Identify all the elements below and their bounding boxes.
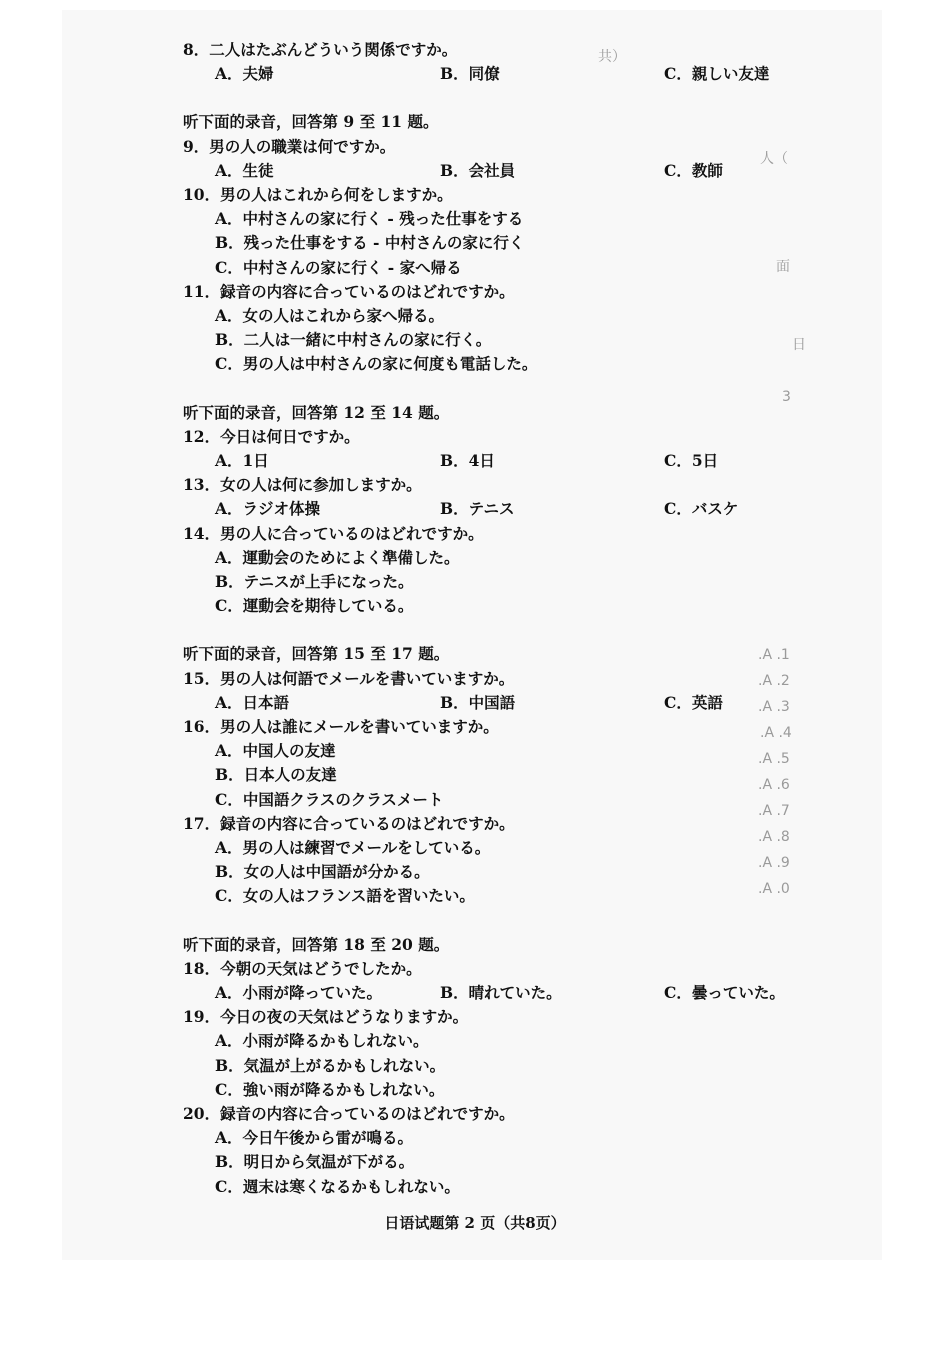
answer-option-b: B．テニス (440, 499, 515, 519)
bleed-through-text: 面 (776, 259, 790, 275)
question-text: 18．今朝の天気はどうでしたか。 (183, 958, 422, 978)
answer-option: C．女の人はフランス語を習いたい。 (215, 886, 475, 906)
answer-option: A．中村さんの家に行く - 残った仕事をする (215, 209, 524, 229)
answer-option: C．週末は寒くなるかもしれない。 (215, 1176, 460, 1196)
answer-option: C．強い雨が降るかもしれない。 (215, 1079, 445, 1099)
answer-option: C．中村さんの家に行く - 家へ帰る (215, 257, 462, 277)
question-text: 8．二人はたぶんどういう関係ですか。 (183, 40, 458, 59)
answer-option-b: B．4日 (440, 451, 495, 470)
answer-option-a: A．夫婦 (215, 64, 274, 84)
answer-option: C．男の人は中村さんの家に何度も電話した。 (215, 354, 538, 374)
section-instruction: 听下面的录音，回答第 18 至 20 题。 (183, 934, 450, 954)
answer-option: C．運動会を期待している。 (215, 596, 414, 616)
answer-option: A．女の人はこれから家へ帰る。 (215, 306, 445, 325)
bleed-through-text: .A .2 (758, 673, 790, 689)
answer-option-a: A．日本語 (215, 692, 290, 712)
question-text: 10．男の人はこれから何をしますか。 (183, 185, 453, 204)
bleed-through-text: 人（ (760, 151, 788, 167)
bleed-through-text: .A .6 (758, 777, 790, 793)
answer-option: A．今日午後から雷が鳴る。 (215, 1128, 414, 1148)
answer-option: B．テニスが上手になった。 (215, 572, 414, 591)
answer-option: B．残った仕事をする - 中村さんの家に行く (215, 233, 525, 253)
answer-option-c: C．バスケ (664, 499, 739, 519)
answer-option-a: A．生徒 (215, 160, 274, 180)
bleed-through-text: .A .8 (758, 829, 790, 845)
question-text: 15．男の人は何語でメールを書いていますか。 (183, 668, 515, 688)
question-text: 17．録音の内容に合っているのはどれですか。 (183, 813, 515, 833)
answer-option-c: C．曇っていた。 (664, 983, 785, 1002)
answer-option: A．男の人は練習でメールをしている。 (215, 838, 491, 857)
bleed-through-text: 3 (782, 389, 791, 405)
section-instruction: 听下面的录音，回答第 15 至 17 题。 (183, 644, 450, 664)
bleed-through-text: .A .0 (758, 881, 790, 897)
answer-option: A．小雨が降るかもしれない。 (215, 1031, 429, 1051)
answer-option-b: B．晴れていた。 (440, 983, 562, 1002)
answer-option: B．気温が上がるかもしれない。 (215, 1055, 446, 1075)
section-instruction: 听下面的录音，回答第 9 至 11 题。 (183, 112, 439, 132)
answer-option: B．二人は一緒に中村さんの家に行く。 (215, 330, 492, 350)
answer-option: B．日本人の友達 (215, 765, 337, 785)
bleed-through-text: .A .3 (758, 699, 790, 715)
answer-option-c: C．親しい友達 (664, 64, 770, 84)
question-text: 11．録音の内容に合っているのはどれですか。 (183, 281, 515, 301)
answer-option: C．中国語クラスのクラスメート (215, 789, 444, 809)
section-instruction: 听下面的录音，回答第 12 至 14 题。 (183, 402, 450, 422)
bleed-through-text: .A .1 (758, 647, 790, 663)
bleed-through-text: .A .5 (758, 751, 790, 767)
answer-option-c: C．英語 (664, 692, 723, 712)
answer-option: A．運動会のためによく準備した。 (215, 547, 460, 567)
question-text: 14．男の人に合っているのはどれですか。 (183, 523, 484, 543)
answer-option-a: A．小雨が降っていた。 (215, 983, 383, 1002)
bleed-through-text: 日 (792, 337, 806, 353)
answer-option-a: A．1日 (215, 451, 269, 470)
bleed-through-text: .A .4 (760, 725, 792, 741)
question-text: 16．男の人は誰にメールを書いていますか。 (183, 717, 499, 736)
answer-option: A．中国人の友達 (215, 741, 336, 761)
bleed-through-text: .A .9 (758, 855, 790, 871)
answer-option-c: C．教師 (664, 160, 723, 180)
bleed-through-text: 共） (598, 49, 626, 65)
question-text: 13．女の人は何に参加しますか。 (183, 475, 422, 495)
question-text: 20．録音の内容に合っているのはどれですか。 (183, 1104, 515, 1123)
bleed-through-text: .A .7 (758, 803, 790, 819)
answer-option: B．明日から気温が下がる。 (215, 1152, 415, 1172)
answer-option-b: B．中国語 (440, 692, 516, 712)
page-footer: 日语试题第 2 页（共8页） (384, 1214, 566, 1232)
question-text: 19．今日の夜の天気はどうなりますか。 (183, 1007, 469, 1027)
answer-option-a: A．ラジオ体操 (215, 499, 321, 519)
answer-option: B．女の人は中国語が分かる。 (215, 862, 430, 882)
question-text: 12．今日は何日ですか。 (183, 426, 360, 446)
question-text: 9．男の人の職業は何ですか。 (183, 136, 396, 156)
answer-option-b: B．会社員 (440, 160, 516, 180)
answer-option-b: B．同僚 (440, 64, 500, 84)
answer-option-c: C．5日 (664, 451, 719, 470)
